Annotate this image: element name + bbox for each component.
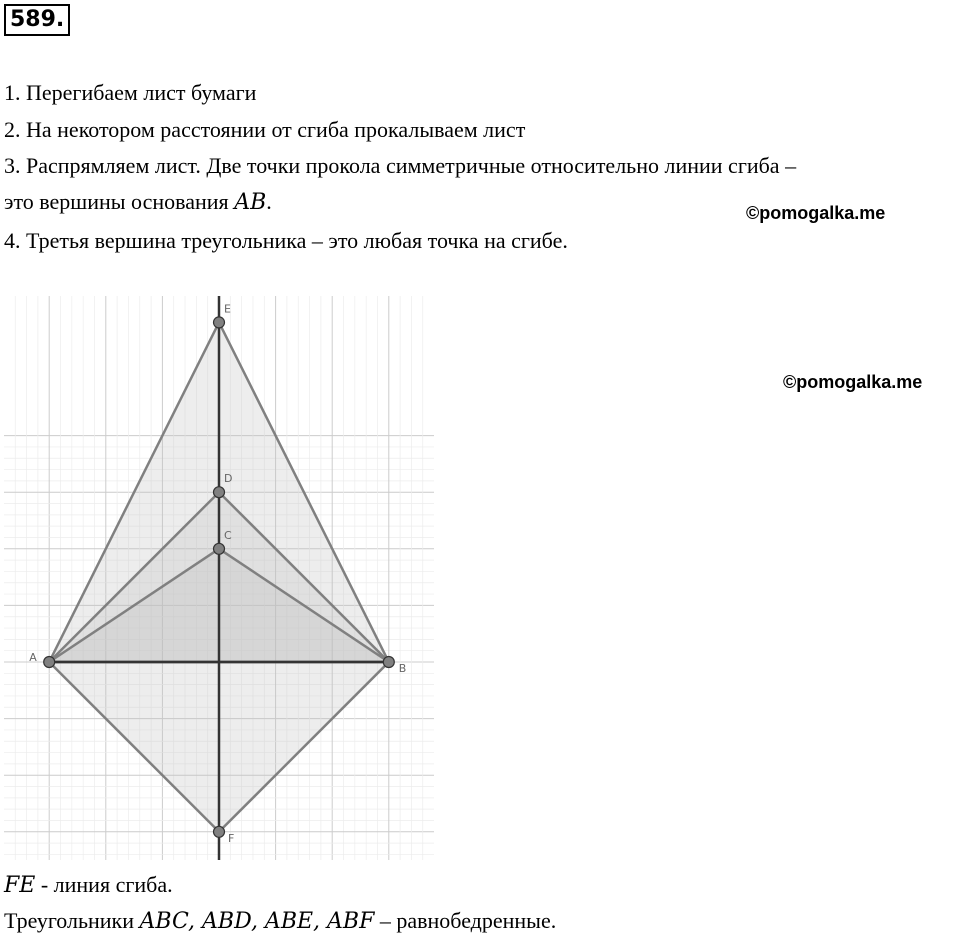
caption-triangle-list: ABC, ABD, ABE, ABF (139, 909, 375, 934)
caption-triangles-prefix: Треугольники (4, 908, 140, 933)
step-3: 3. Распрямляем лист. Две точки прокола симметричные относительно линии сгиба – (4, 153, 797, 178)
caption-fe: FE (4, 873, 36, 898)
point-c (214, 543, 225, 554)
step-3-text: это вершины основания (4, 189, 235, 214)
step-3-period: . (266, 189, 272, 214)
point-label-e: E (224, 302, 231, 316)
point-d (214, 487, 225, 498)
watermark-1: ©pomogalka.me (746, 203, 886, 223)
step-1: 1. Перегибаем лист бумаги (4, 80, 257, 105)
point-label-f: F (228, 831, 235, 845)
point-label-b: B (398, 662, 407, 675)
caption-fold-line (4, 872, 173, 899)
point-label-a: A (29, 651, 37, 664)
point-label-c: C (224, 528, 232, 542)
caption-triangles-suffix: – равнобедренные. (374, 908, 557, 933)
point-b (383, 657, 394, 668)
caption-fold-text: - линия сгиба. (35, 872, 173, 897)
step-4: 4. Третья вершина треугольника – это любая точка на сгибе. (4, 228, 568, 253)
step-3-continuation (4, 189, 272, 216)
step-2: 2. На некотором расстоянии от сгиба прокалываем лист (4, 117, 526, 142)
point-e (214, 317, 225, 328)
problem-number: 589. (4, 4, 70, 36)
point-f (214, 826, 225, 837)
point-label-d: D (224, 472, 233, 486)
caption-triangles (4, 908, 556, 935)
point-a (44, 657, 55, 668)
base-ab: AB (234, 190, 267, 215)
watermark-2: ©pomogalka.me (783, 372, 923, 392)
geometry-figure (0, 292, 440, 864)
